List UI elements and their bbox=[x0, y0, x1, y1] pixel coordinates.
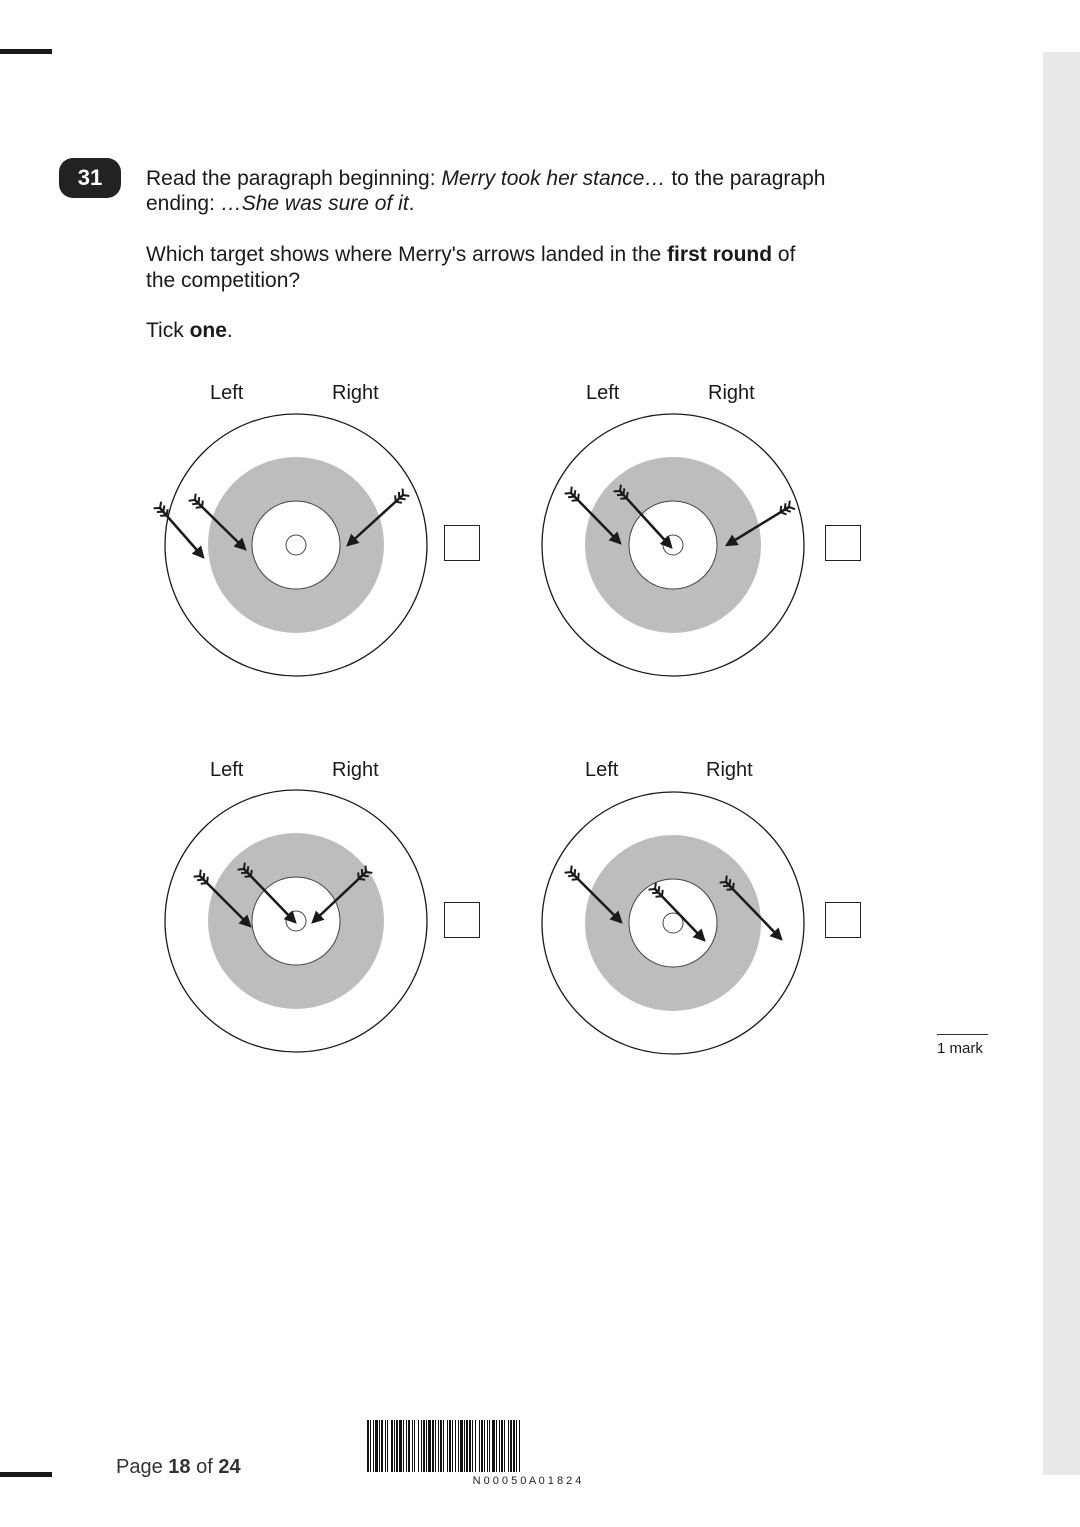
barcode-bar bbox=[496, 1420, 497, 1472]
option-3-arrow-3-fletch bbox=[358, 872, 359, 878]
option-1-tickbox[interactable] bbox=[444, 525, 480, 561]
option-3-arrow-1-fletch bbox=[207, 877, 208, 883]
barcode-bar bbox=[412, 1420, 413, 1472]
option-4-arrow-2-fletch bbox=[652, 893, 658, 894]
barcode-bar bbox=[513, 1420, 515, 1472]
barcode-bar bbox=[421, 1420, 422, 1472]
barcode-bar bbox=[508, 1420, 509, 1472]
option-3-arrow-2-fletch bbox=[241, 873, 247, 874]
barcode-bar bbox=[385, 1420, 386, 1472]
option-4-tickbox[interactable] bbox=[825, 902, 861, 938]
option-1-arrow-2-fletch bbox=[202, 501, 203, 507]
option-3-arrow-1-fletch bbox=[201, 883, 207, 884]
option-4-arrow-3-fletch bbox=[720, 882, 726, 883]
option-4-arrow-2-fletch bbox=[655, 883, 656, 889]
option-1-arrow-1-fletch bbox=[160, 502, 161, 508]
barcode bbox=[367, 1418, 687, 1488]
option-3-arrow-2-fletch bbox=[238, 869, 244, 870]
option-4-arrow-2-fletch bbox=[662, 890, 663, 896]
option-2-arrow-1-fletch bbox=[578, 494, 579, 500]
option-3-arrow-2-fletch bbox=[251, 870, 252, 876]
barcode-bar bbox=[469, 1420, 471, 1472]
tick-instruction: Tick one. bbox=[146, 319, 233, 342]
option-1-arrow-3-fletch bbox=[399, 498, 405, 499]
barcode-bar bbox=[394, 1420, 395, 1472]
option-4-arrow-1-fletch bbox=[572, 879, 578, 880]
option-1-right-label: Right bbox=[332, 382, 379, 404]
option-1-arrow-1-fletch bbox=[163, 505, 164, 511]
option-4-arrow-3-fletch bbox=[729, 879, 730, 885]
question-line-1: Read the paragraph beginning: Merry took her stance… to the paragraph bbox=[146, 167, 826, 190]
question-line-3: Which target shows where Merry's arrows landed in the first round of bbox=[146, 243, 796, 266]
barcode-bar bbox=[387, 1420, 388, 1472]
mark-rule bbox=[937, 1034, 988, 1035]
option-3-arrow-1-fletch bbox=[197, 880, 203, 881]
option-2-arrow-3-fletch bbox=[785, 503, 786, 509]
barcode-bar bbox=[423, 1420, 425, 1472]
barcode-bar bbox=[479, 1420, 480, 1472]
option-4-arrow-1-fletch bbox=[571, 866, 572, 872]
barcode-bar bbox=[487, 1420, 488, 1472]
barcode-bar bbox=[481, 1420, 483, 1472]
option-4-arrow-2-fletch bbox=[649, 889, 655, 890]
option-1-arrow-2-fletch bbox=[192, 503, 198, 504]
barcode-bar bbox=[399, 1420, 402, 1472]
barcode-bar bbox=[472, 1420, 473, 1472]
option-3-arrow-1-fletch bbox=[200, 870, 201, 876]
option-3-arrow-2-fletch bbox=[245, 876, 251, 877]
barcode-bar bbox=[499, 1420, 500, 1472]
barcode-bar bbox=[501, 1420, 503, 1472]
option-1-left-label: Left bbox=[210, 382, 244, 404]
barcode-bar bbox=[435, 1420, 436, 1472]
option-4-arrow-3-fletch bbox=[726, 876, 727, 882]
option-3-arrow-2-fletch bbox=[244, 863, 245, 869]
barcode-bar bbox=[510, 1420, 512, 1472]
option-4-arrow-1-fletch bbox=[575, 869, 576, 875]
barcode-bar bbox=[403, 1420, 404, 1472]
option-1-arrow-2-fletch bbox=[196, 507, 202, 508]
barcode-bar bbox=[466, 1420, 468, 1472]
option-2-left-label: Left bbox=[586, 382, 620, 404]
barcode-bar bbox=[379, 1420, 380, 1472]
option-2-arrow-2-fletch bbox=[627, 492, 628, 498]
option-4-arrow-1-fletch bbox=[565, 872, 571, 873]
barcode-text: N 0 0 0 5 0 A 0 1 8 2 4 bbox=[472, 1475, 582, 1487]
option-2-arrow-3-fletch bbox=[789, 501, 790, 507]
option-1-arrow-3-fletch bbox=[403, 495, 409, 496]
barcode-bar bbox=[452, 1420, 453, 1472]
barcode-bar bbox=[489, 1420, 490, 1472]
question-number: 31 bbox=[59, 158, 121, 198]
option-4-arrow-1-fletch bbox=[568, 876, 574, 877]
option-4-arrow-2-fletch bbox=[656, 896, 662, 897]
barcode-bar bbox=[475, 1420, 476, 1472]
barcode-bar bbox=[408, 1420, 410, 1472]
option-1-bullseye bbox=[286, 535, 306, 555]
option-1-arrow-2-fletch bbox=[195, 494, 196, 500]
question-line-4: the competition? bbox=[146, 269, 301, 292]
barcode-bar bbox=[396, 1420, 398, 1472]
option-4-arrow-3-fletch bbox=[723, 886, 729, 887]
barcode-bar bbox=[455, 1420, 456, 1472]
mark-value: 1 mark bbox=[937, 1040, 983, 1057]
barcode-bar bbox=[464, 1420, 465, 1472]
option-2-tickbox[interactable] bbox=[825, 525, 861, 561]
option-2-right-label: Right bbox=[708, 382, 755, 404]
barcode-bar bbox=[367, 1420, 369, 1472]
barcode-bar bbox=[426, 1420, 427, 1472]
question-line-2: ending: …She was sure of it. bbox=[146, 192, 415, 215]
option-2-arrow-2-fletch bbox=[620, 485, 621, 491]
barcode-bar bbox=[428, 1420, 431, 1472]
barcode-bar bbox=[432, 1420, 434, 1472]
option-2-arrow-1-fletch bbox=[571, 487, 572, 493]
option-3-tickbox[interactable] bbox=[444, 902, 480, 938]
option-1-arrow-2-fletch bbox=[199, 497, 200, 503]
barcode-bar bbox=[460, 1420, 463, 1472]
option-3-left-label: Left bbox=[210, 759, 244, 781]
barcode-bar bbox=[391, 1420, 393, 1472]
barcode-bar bbox=[440, 1420, 442, 1472]
option-3-right-label: Right bbox=[332, 759, 379, 781]
barcode-bar bbox=[370, 1420, 371, 1472]
barcode-bar bbox=[458, 1420, 459, 1472]
page-footer: Page 18 of 24 bbox=[116, 1456, 241, 1478]
option-2-bullseye bbox=[663, 535, 683, 555]
option-2-arrow-3-fletch bbox=[780, 506, 781, 512]
option-2-arrow-1-fletch bbox=[572, 500, 578, 501]
barcode-bar bbox=[406, 1420, 407, 1472]
barcode-bar bbox=[381, 1420, 383, 1472]
barcode-bar bbox=[492, 1420, 495, 1472]
barcode-bar bbox=[447, 1420, 448, 1472]
option-4-arrow-3-fletch bbox=[727, 889, 733, 890]
option-3-arrow-3-fletch bbox=[362, 869, 363, 875]
barcode-bar bbox=[375, 1420, 378, 1472]
option-4-left-label: Left bbox=[585, 759, 619, 781]
option-3-arrow-3-fletch bbox=[366, 872, 372, 873]
option-3-arrow-1-fletch bbox=[194, 876, 200, 877]
barcode-bar bbox=[443, 1420, 444, 1472]
option-4-right-label: Right bbox=[706, 759, 753, 781]
option-2-arrow-1-fletch bbox=[574, 490, 575, 496]
option-2-arrow-1-fletch bbox=[565, 493, 571, 494]
option-2-arrow-1-fletch bbox=[568, 497, 574, 498]
barcode-bar bbox=[373, 1420, 374, 1472]
barcode-bar bbox=[449, 1420, 451, 1472]
option-3-arrow-3-fletch bbox=[362, 875, 368, 876]
option-3-arrow-3-fletch bbox=[359, 879, 365, 880]
barcode-bar bbox=[519, 1420, 520, 1472]
option-1-arrow-2-fletch bbox=[189, 500, 195, 501]
barcode-bar bbox=[418, 1420, 419, 1472]
option-1-arrow-1-fletch bbox=[167, 509, 168, 515]
option-3-arrow-3-fletch bbox=[365, 866, 366, 872]
barcode-bar bbox=[438, 1420, 439, 1472]
option-3-arrow-2-fletch bbox=[247, 866, 248, 872]
barcode-bar bbox=[484, 1420, 485, 1472]
option-2-arrow-2-fletch bbox=[623, 488, 624, 494]
option-3-arrow-1-fletch bbox=[204, 873, 205, 879]
barcode-bar bbox=[516, 1420, 517, 1472]
option-4-arrow-3-fletch bbox=[733, 883, 734, 889]
option-4-arrow-2-fletch bbox=[658, 886, 659, 892]
barcode-bar bbox=[414, 1420, 415, 1472]
option-4-arrow-1-fletch bbox=[578, 873, 579, 879]
option-1-arrow-3-fletch bbox=[396, 502, 402, 503]
barcode-bar bbox=[504, 1420, 505, 1472]
